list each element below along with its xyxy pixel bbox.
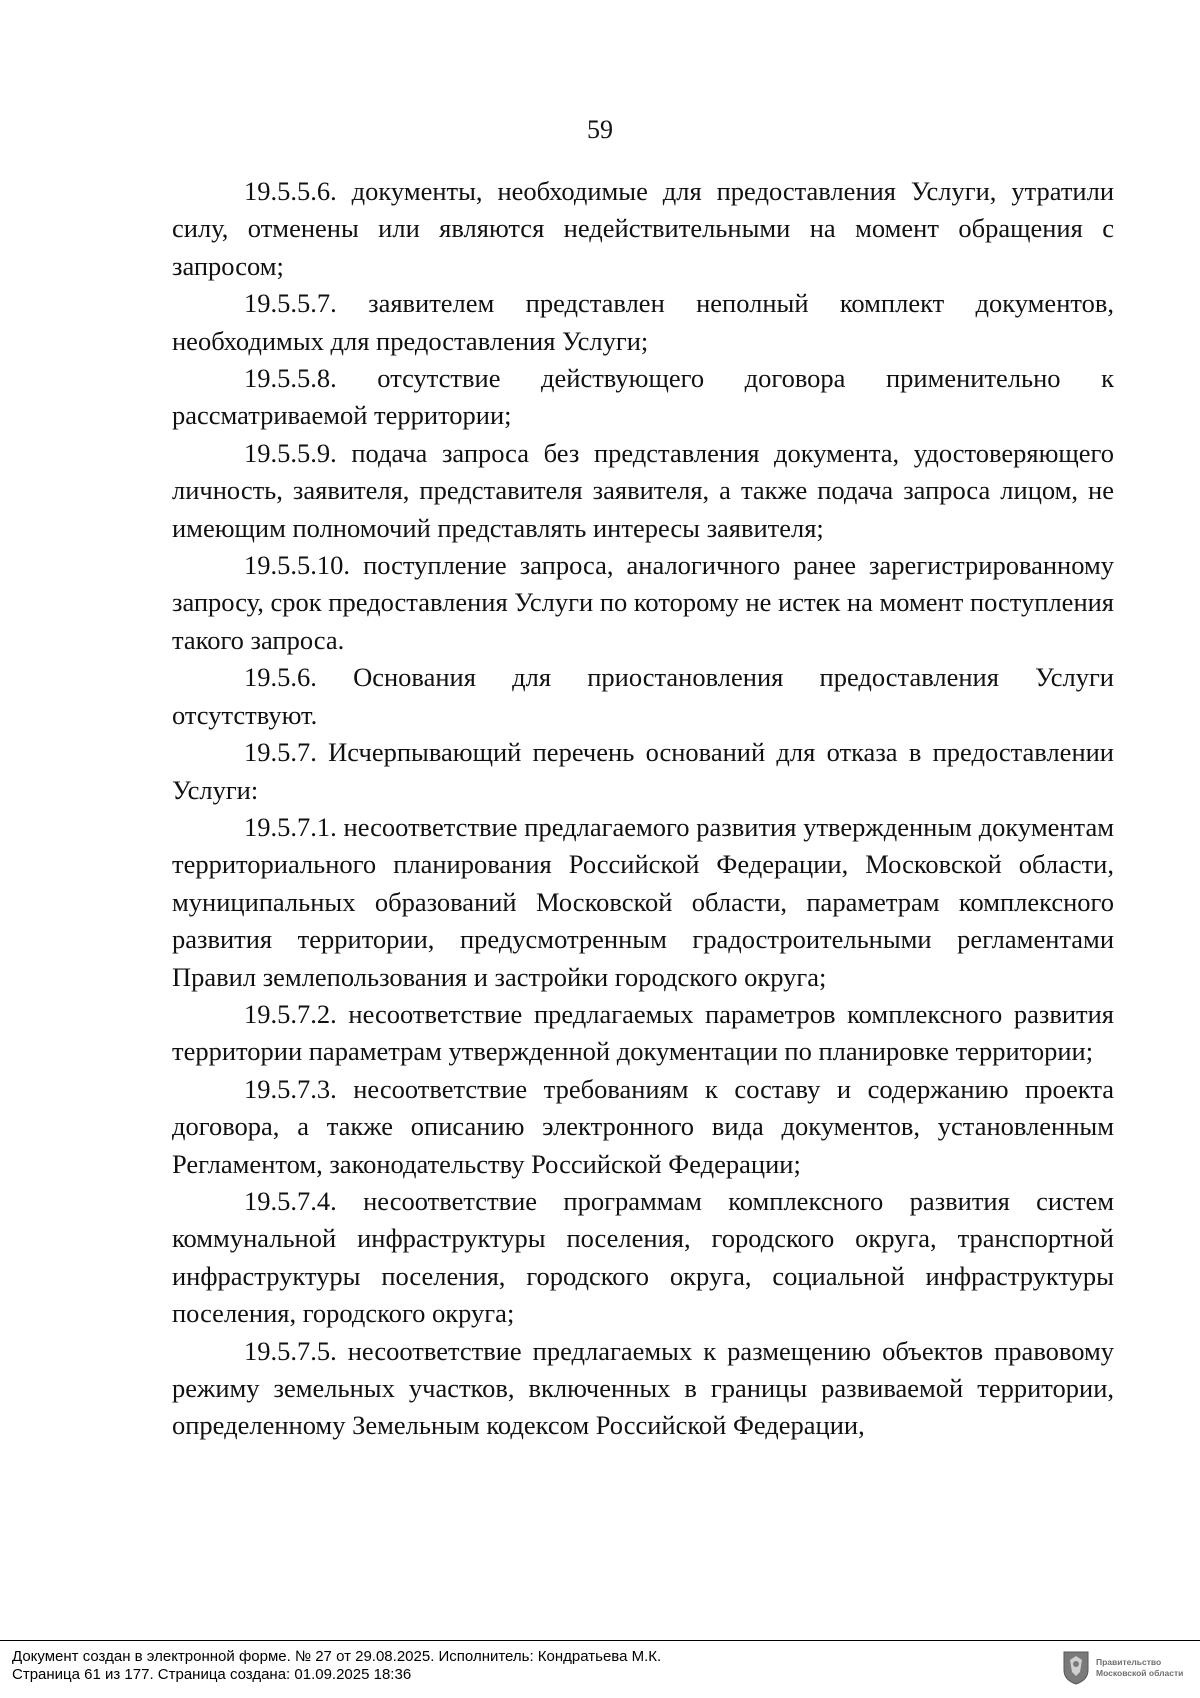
paragraph-19-5-7-3: 19.5.7.3. несоответствие требованиям к составу и содержанию проекта договора, а также описанию электронного вида документов, установленным Регламентом, законодательству Российской Федерации; [172,1073,1114,1179]
paragraph-19-5-5-7: 19.5.5.7. заявителем представлен неполный комплект документов, необходимых для предоставления Услуги; [172,288,1114,356]
footer-page-info: Страница 61 из 177. Страница создана: 01.09.2025 18:36 [12,1666,412,1683]
paragraph-19-5-5-8: 19.5.5.8. отсутствие действующего договора применительно к рассматриваемой территории; [172,363,1114,431]
logo-text [1096,1657,1183,1679]
page-number: 59 [587,115,613,144]
document-body [172,173,1114,1445]
paragraph-19-5-7: 19.5.7. Исчерпывающий перечень оснований для отказа в предоставлении Услуги: [172,737,1114,805]
paragraph-19-5-7-1: 19.5.7.1. несоответствие предлагаемого развития утвержденным документам территориального планирования Российской Федерации, Московской области, муниципальных образований Московской области, параметрам комплексного развития территории, предусмотренным градостроительными регламентами Правил землепользования и застройки городского округа; [172,811,1114,992]
logo-text-line2: Московской области [1096,1668,1184,1678]
paragraph-19-5-6: 19.5.6. Основания для приостановления предоставления Услуги отсутствуют. [172,662,1114,730]
footer-divider [0,1640,1200,1641]
footer-document-info: Документ создан в электронной форме. № 27 от 29.08.2025. Исполнитель: Кондратьева М.К. [12,1648,662,1665]
paragraph-19-5-7-2: 19.5.7.2. несоответствие предлагаемых параметров комплексного развития территории параметрам утвержденной документации по планировке территории; [172,998,1114,1067]
paragraph-19-5-5-10: 19.5.5.10. поступление запроса, аналогичного ранее зарегистрированному запросу, срок предоставления Услуги по которому не истек на момент поступления такого запроса. [172,550,1114,655]
paragraph-19-5-5-9: 19.5.5.9. подача запроса без представления документа, удостоверяющего личность, заявителя, представителя заявителя, а также подача запроса лицом, не имеющим полномочий представлять интересы заявителя; [172,437,1114,543]
coat-of-arms-icon [1062,1650,1090,1686]
paragraph-19-5-7-5: 19.5.7.5. несоответствие предлагаемых к размещению объектов правовому режиму земельных участков, включенных в границы развиваемой территории, определенному Земельным кодексом Российской Федерации, [172,1335,1114,1441]
paragraph-19-5-5-6: 19.5.5.6. документы, необходимые для предоставления Услуги, утратили силу, отменены или являются недействительными на момент обращения с запросом; [172,176,1114,281]
paragraph-19-5-7-4: 19.5.7.4. несоответствие программам комплексного развития систем коммунальной инфраструктуры поселения, городского округа, транспортной инфраструктуры поселения, городского округа, социальной инфраструктуры поселения, городского округа; [172,1185,1114,1329]
logo-text-line1: Правительство [1096,1657,1162,1667]
government-logo [1062,1647,1192,1689]
footer-stamp [12,1648,661,1684]
